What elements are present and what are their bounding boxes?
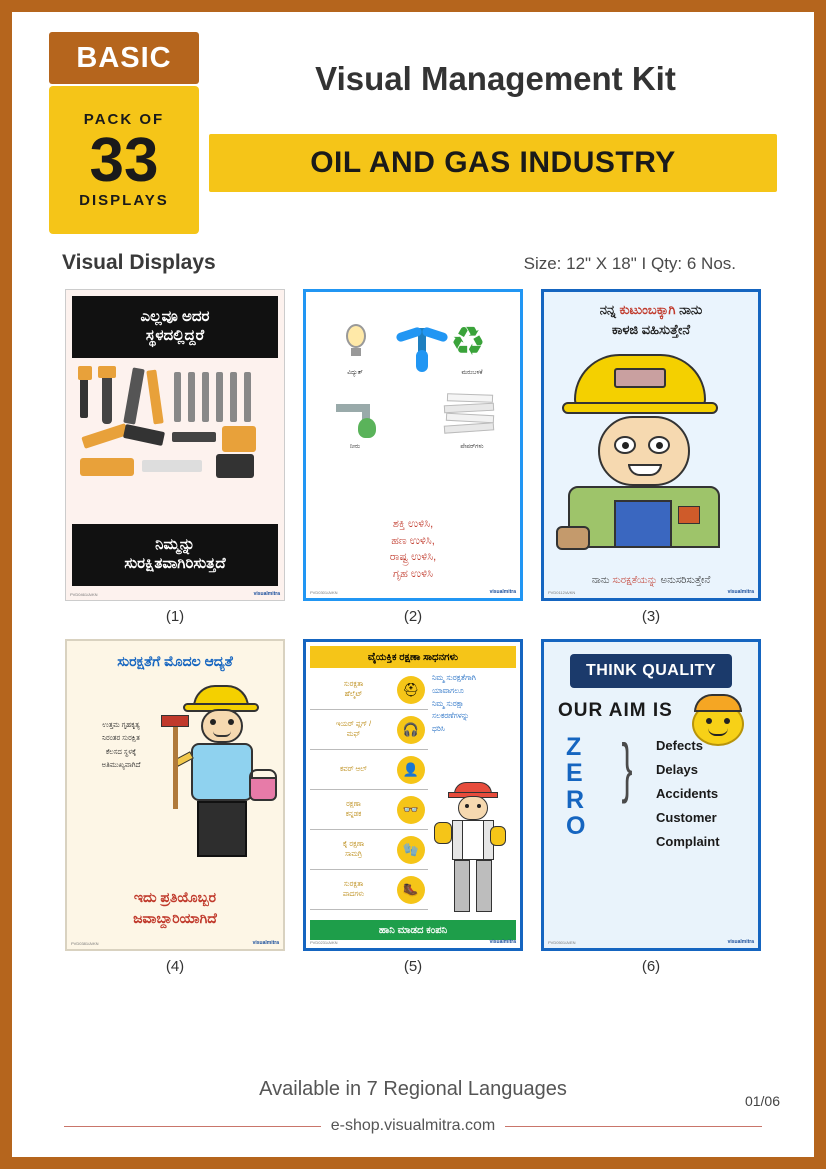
poster-cell: [538, 639, 764, 981]
poster-3-bottom-text: ನಾನು ಸುರಕ್ಷತೆಯನ್ನು ಅನುಸರಿಸುತ್ತೇನೆ: [591, 575, 711, 586]
icon-label-electricity: ವಿದ್ಯುತ್: [347, 370, 363, 376]
save-resources-icons: ವಿದ್ಯುತ್ ಮರುಬಳಕೆ ♻ ನೀರು ಪೇಪರ್‌ಗಳು: [320, 318, 506, 488]
zero-letters: Z E R O: [566, 733, 586, 840]
header: [24, 24, 802, 229]
poster-2-body-text: ಶಕ್ತಿ ಉಳಿಸಿ, ಹಣ ಉಳಿಸಿ, ರಾಷ್ಟ್ರ ಉಳಿಸಿ, ಗೃಹ ಉಳಿಸಿ: [389, 518, 437, 580]
icon-label-water: ನೀರು: [349, 444, 361, 450]
ppe-row: [310, 790, 428, 830]
page-inner: [24, 24, 802, 1145]
poster-5-code: PVD0231/A/KN: [310, 940, 338, 945]
poster-6-code: PVD0501/A/EN: [548, 940, 576, 945]
list-item: Complaint: [656, 834, 720, 850]
displays-label: DISPLAYS: [79, 192, 169, 209]
poster-1-top-text: ಎಲ್ಲವೂ ಅದರ ಸ್ಥಳದಲ್ಲಿದ್ದರೆ: [72, 296, 278, 358]
poster-4-bottom-text: ಇದು ಪ್ರತಿಯೊಬ್ಬರ ಜವಾಬ್ದಾರಿಯಾಗಿದೆ: [133, 889, 217, 926]
poster-4[interactable]: [65, 639, 285, 951]
poster-cell: [300, 289, 526, 631]
list-item: Delays: [656, 762, 698, 778]
page-title: Visual Management Kit: [315, 60, 676, 97]
poster-2-code: PVD0301/A/KN: [310, 590, 338, 595]
poster-grid: [24, 289, 802, 981]
gloves-icon: 🧤: [397, 836, 425, 864]
ppe-row: [310, 710, 428, 750]
poster-1-bottom-text: ನಿಮ್ಮನ್ನು ಸುರಕ್ಷಿತವಾಗಿರಿಸುತ್ತದೆ: [72, 524, 278, 586]
poster-6-caption: (6): [641, 958, 661, 975]
list-item: Accidents: [656, 786, 719, 802]
size-qty-label: Size: 12" X 18" I Qty: 6 Nos.: [523, 254, 736, 273]
poster-6-brand: visualmitra: [727, 939, 754, 945]
page-number: 01/06: [744, 1093, 780, 1109]
icon-label-paper: ಪೇಪರ್‌ಗಳು: [460, 444, 484, 450]
visual-displays-label: Visual Displays: [62, 251, 216, 274]
ppe-label: ಕೈ ರಕ್ಷಣಾ ಸಾಮಗ್ರಿ: [342, 841, 365, 858]
poster-5[interactable]: [303, 639, 523, 951]
poster-3-brand: visualmitra: [727, 589, 754, 595]
ppe-row: [310, 750, 428, 790]
poster-4-code: PVD0381/A/KN: [71, 941, 99, 946]
icon-label-recycle: ಮರುಬಳಕೆ: [461, 370, 483, 376]
footer: [24, 1078, 802, 1135]
poster-3[interactable]: [541, 289, 761, 601]
worker-illustration: [552, 350, 750, 550]
poster-4-side-text: ಉತ್ತಮ ಗೃಹಕೃತ್ಯ ನಿರಂತರ ಸುರಕ್ಷಿತ ಕೆಲಸದ ಸ್ಥಳಕ್ಕೆ ಅತಿಮುಖ್ಯವಾಗಿದೆ: [101, 722, 141, 769]
basic-tag: BASIC: [49, 32, 199, 84]
poster-5-footer: ಹಾನಿ ಮಾಡದ ಕಂಪನಿ: [310, 920, 516, 940]
worker-thumbsup-illustration: [432, 782, 512, 914]
poster-cell: [62, 289, 288, 631]
poster-2-brand: visualmitra: [489, 589, 516, 595]
ppe-label: ಸುರಕ್ಷತಾ ಹೆಲ್ಮೆಟ್: [343, 681, 364, 698]
poster-cell: [538, 289, 764, 631]
poster-4-top-text: ಸುರಕ್ಷತೆಗೆ ಮೊದಲ ಆದ್ಯತೆ: [117, 653, 233, 669]
industry-label: OIL AND GAS INDUSTRY: [310, 146, 676, 179]
poster-cell: [62, 639, 288, 981]
earmuff-icon: 🎧: [397, 716, 425, 744]
poster-6-title: THINK QUALITY: [570, 654, 732, 688]
poster-3-top-text: ನನ್ನ ಕುಟುಂಬಕ್ಕಾಗಿ ನಾನು ಕಾಳಜಿ ವಹಿಸುತ್ತೇನೆ: [599, 302, 703, 337]
poster-4-caption: (4): [165, 958, 185, 975]
tools-illustration: [76, 366, 274, 484]
helmet-icon: ⛑: [397, 676, 425, 704]
poster-6-aim: OUR AIM IS: [558, 700, 673, 721]
cleaner-illustration: [171, 685, 279, 865]
ppe-label: ರಕ್ಷಣಾ ಕನ್ನಡಕ: [345, 801, 362, 818]
ppe-row-list: [310, 670, 428, 910]
pack-of-label: PACK OF: [83, 111, 165, 128]
poster-1[interactable]: [65, 289, 285, 601]
poster-5-header: ವೈಯಕ್ತಿಕ ರಕ್ಷಣಾ ಸಾಧನಗಳು: [310, 646, 516, 668]
poster-3-caption: (3): [641, 608, 661, 625]
poster-4-brand: visualmitra: [252, 940, 279, 946]
poster-1-brand: visualmitra: [253, 591, 280, 597]
poster-2-caption: (2): [403, 608, 423, 625]
ppe-label: ಇಯರ್ ಪ್ಲಗ್ / ಮಫ್: [335, 721, 372, 738]
divider-right: [505, 1126, 762, 1127]
divider-left: [64, 1126, 321, 1127]
boots-icon: 🥾: [397, 876, 425, 904]
poster-1-caption: (1): [165, 608, 185, 625]
list-item: Defects: [656, 738, 703, 753]
ppe-row: [310, 830, 428, 870]
ppe-label: ಕವರ್ ಆಲ್: [340, 765, 367, 773]
poster-cell: [300, 639, 526, 981]
poster-2[interactable]: [303, 289, 523, 601]
ppe-row: [310, 670, 428, 710]
pack-badge: [49, 86, 199, 234]
ppe-label: ಸುರಕ್ಷತಾ ಪಾದಗಳು: [342, 881, 365, 898]
ppe-row: [310, 870, 428, 910]
url-row: [24, 1117, 802, 1135]
pack-count: 33: [89, 126, 159, 195]
coverall-icon: 👤: [397, 756, 425, 784]
poster-6[interactable]: [541, 639, 761, 951]
brace-shape: }: [621, 730, 633, 804]
languages-note: Available in 7 Regional Languages: [259, 1078, 567, 1100]
list-item: Customer: [656, 810, 717, 826]
industry-banner: [209, 134, 777, 192]
shop-url[interactable]: e-shop.visualmitra.com: [330, 1117, 496, 1134]
poster-1-code: PVD0461/A/KN: [70, 592, 98, 597]
poster-5-right-text: ನಿಮ್ಮ ಸುರಕ್ಷತೆಗಾಗಿ ಯಾವಾಗಲೂ ನಿಮ್ಮ ಸುರಕ್ಷಾ ಸಲಕರಣೆಗಳನ್ನು ಧರಿಸಿ: [432, 673, 476, 733]
zero-items-list: [656, 734, 750, 854]
subheader: [24, 229, 802, 289]
poster-3-code: PVD0112/A/KN: [548, 590, 576, 595]
poster-5-caption: (5): [403, 958, 423, 975]
goggles-icon: 👓: [397, 796, 425, 824]
poster-5-brand: visualmitra: [489, 939, 516, 945]
